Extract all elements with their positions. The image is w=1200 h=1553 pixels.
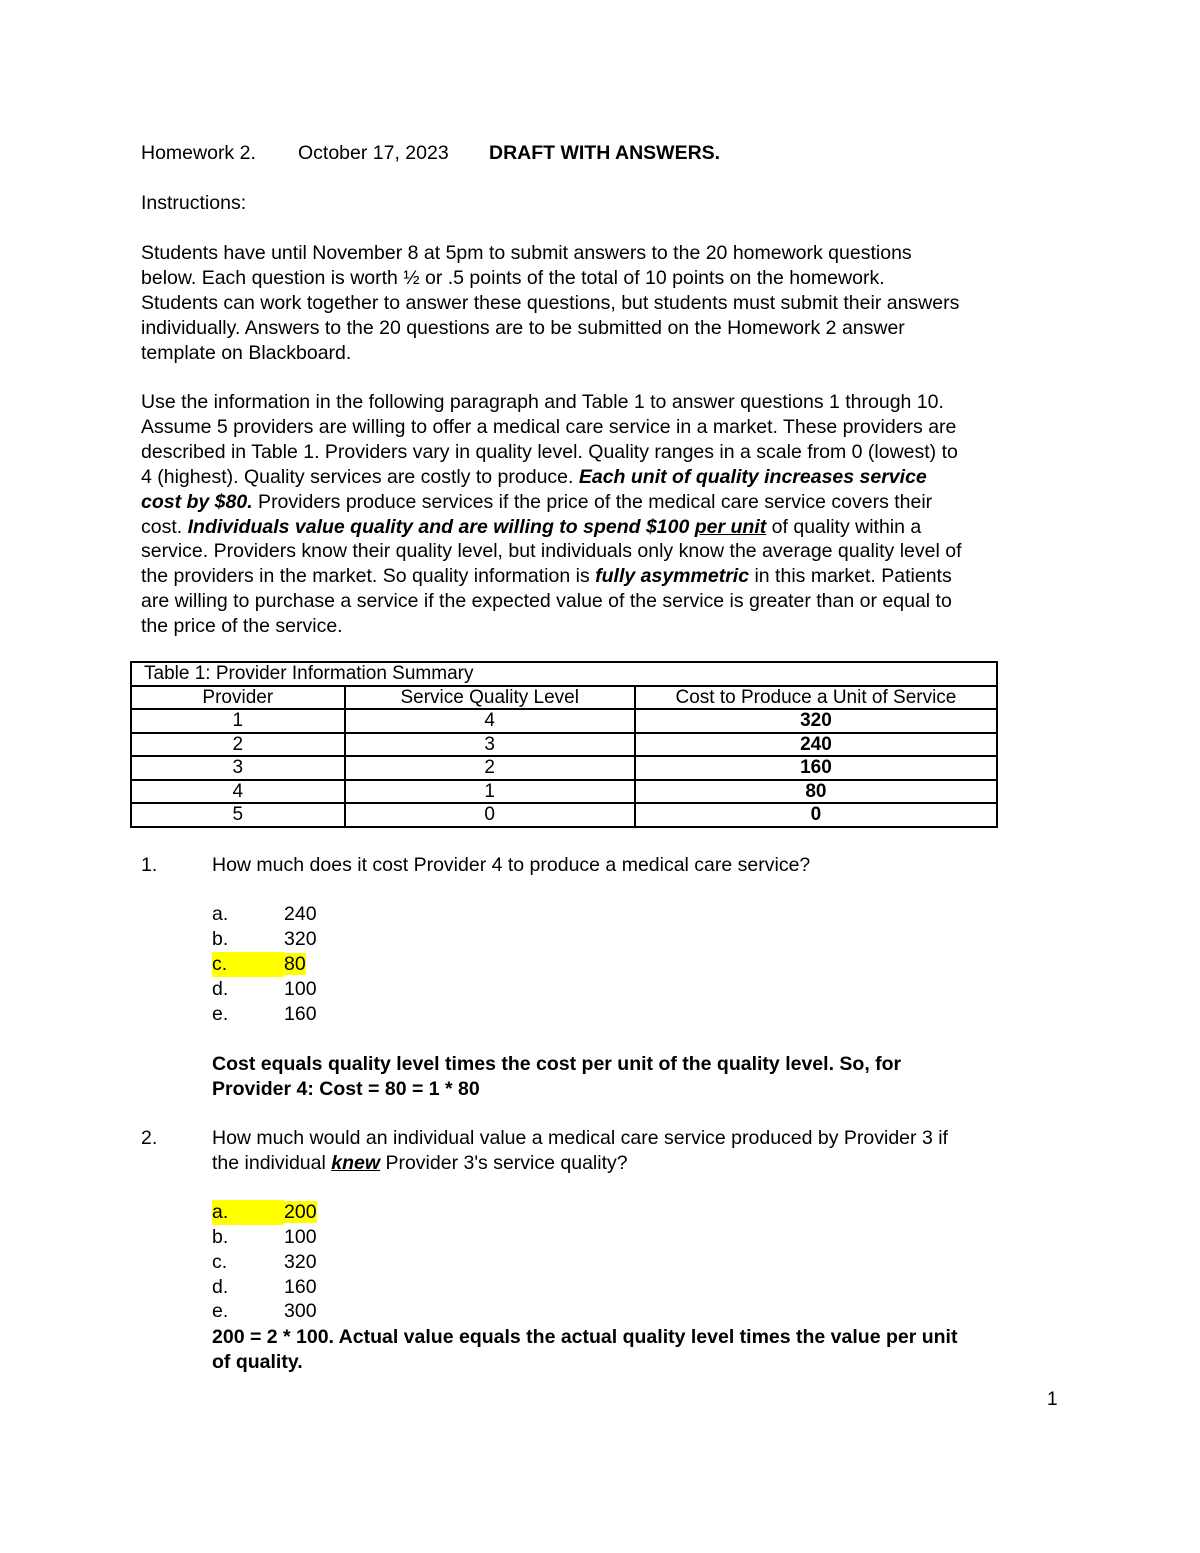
option-letter: a. xyxy=(212,903,229,925)
scenario-line: Use the information in the following paragraph and Table 1 to answer questions 1 through 10. xyxy=(141,391,944,413)
question-emphasis: knew xyxy=(331,1152,381,1174)
answer-option xyxy=(212,977,332,1002)
option-value: 160 xyxy=(284,1003,317,1025)
option-value: 200 xyxy=(284,1201,317,1223)
scenario-line xyxy=(141,490,932,515)
table-cell: 0 xyxy=(345,803,635,827)
option-letter: a. xyxy=(212,1200,284,1225)
option-letter: e. xyxy=(212,1003,229,1025)
answer-option xyxy=(212,902,332,927)
column-header: Cost to Produce a Unit of Service xyxy=(635,686,997,710)
answer-explanation: of quality. xyxy=(212,1351,303,1373)
table-header-row xyxy=(131,686,997,710)
column-header: Provider xyxy=(131,686,345,710)
table-cell: 1 xyxy=(345,780,635,804)
option-value: 100 xyxy=(284,978,317,1000)
question-text: How much would an individual value a medical care service produced by Provider 3 if xyxy=(212,1127,948,1149)
scenario-emphasis: fully asymmetric xyxy=(595,565,750,587)
answer-option-correct xyxy=(212,1200,332,1225)
table-cell: 240 xyxy=(635,733,997,757)
scenario-text: cost. xyxy=(141,516,188,538)
table-row xyxy=(131,803,997,827)
table-cell: 2 xyxy=(131,733,345,757)
provider-table xyxy=(130,661,998,828)
scenario-text: Providers produce services if the price of the medical care service covers their xyxy=(252,491,933,513)
table-cell: 160 xyxy=(635,756,997,780)
scenario-line: service. Providers know their quality level, but individuals only know the average quality level of xyxy=(141,540,962,562)
header-draft-label: DRAFT WITH ANSWERS. xyxy=(489,142,721,164)
option-letter: d. xyxy=(212,1276,229,1298)
option-letter: b. xyxy=(212,928,229,950)
answer-option-correct xyxy=(212,952,332,977)
scenario-text: 4 (highest). Quality services are costly to produce. xyxy=(141,466,579,488)
option-letter: b. xyxy=(212,1226,229,1248)
table-cell: 5 xyxy=(131,803,345,827)
table-cell: 3 xyxy=(131,756,345,780)
question-number: 1. xyxy=(141,854,158,876)
table-row xyxy=(131,733,997,757)
scenario-emphasis-underlined: per unit xyxy=(694,516,767,538)
question-text xyxy=(212,1151,1062,1176)
document-header xyxy=(141,141,720,166)
table-cell: 1 xyxy=(131,709,345,733)
option-letter: c. xyxy=(212,1251,228,1273)
header-title: Homework 2. xyxy=(141,142,256,164)
scenario-text: the providers in the market. So quality information is xyxy=(141,565,596,587)
scenario-text: of quality within a xyxy=(766,516,922,538)
scenario-line: described in Table 1. Providers vary in quality level. Quality ranges in a scale from 0 (lowest) to xyxy=(141,441,958,463)
table-cell: 0 xyxy=(635,803,997,827)
option-value: 100 xyxy=(284,1226,317,1248)
option-value: 320 xyxy=(284,1251,317,1273)
question-text: How much does it cost Provider 4 to produce a medical care service? xyxy=(212,854,811,876)
answer-explanation: 200 = 2 * 100. Actual value equals the actual quality level times the value per unit xyxy=(212,1326,958,1348)
instructions-line: Students can work together to answer these questions, but students must submit their answers xyxy=(141,292,960,314)
answer-option xyxy=(212,1225,332,1250)
table-cell: 4 xyxy=(345,709,635,733)
scenario-line xyxy=(141,515,921,540)
option-value: 240 xyxy=(284,903,317,925)
option-letter: c. xyxy=(212,952,284,977)
answer-option xyxy=(212,1275,332,1300)
instructions-line: template on Blackboard. xyxy=(141,342,352,364)
scenario-emphasis: cost by $80. xyxy=(141,491,253,513)
answer-explanation: Provider 4: Cost = 80 = 1 * 80 xyxy=(212,1078,480,1100)
question-text-part: the individual xyxy=(212,1152,332,1174)
question-text-part: Provider 3's service quality? xyxy=(380,1152,628,1174)
answer-explanation: Cost equals quality level times the cost per unit of the quality level. So, for xyxy=(212,1053,902,1075)
table-cell: 3 xyxy=(345,733,635,757)
answer-option xyxy=(212,1002,332,1027)
header-date: October 17, 2023 xyxy=(298,142,449,164)
answer-option xyxy=(212,1299,332,1324)
table-row xyxy=(131,709,997,733)
table-row xyxy=(131,780,997,804)
option-value: 80 xyxy=(284,953,306,975)
question-number: 2. xyxy=(141,1127,158,1149)
table-cell: 80 xyxy=(635,780,997,804)
page-number: 1 xyxy=(1047,1389,1058,1410)
scenario-emphasis: Individuals value quality and are willing to spend $100 xyxy=(187,516,695,538)
scenario-line: the price of the service. xyxy=(141,615,343,637)
scenario-line xyxy=(141,564,952,589)
option-value: 320 xyxy=(284,928,317,950)
scenario-text: in this market. Patients xyxy=(749,565,952,587)
answer-option xyxy=(212,1250,332,1275)
option-letter: d. xyxy=(212,978,229,1000)
table-cell: 2 xyxy=(345,756,635,780)
scenario-emphasis: Each unit of quality increases service xyxy=(578,466,927,488)
instructions-label: Instructions: xyxy=(141,192,247,214)
scenario-line xyxy=(141,465,927,490)
option-letter: e. xyxy=(212,1300,229,1322)
option-value: 300 xyxy=(284,1300,317,1322)
instructions-line: individually. Answers to the 20 questions are to be submitted on the Homework 2 answer xyxy=(141,317,905,339)
table-cell: 320 xyxy=(635,709,997,733)
table-row xyxy=(131,756,997,780)
table-cell: 4 xyxy=(131,780,345,804)
instructions-line: below. Each question is worth ½ or .5 points of the total of 10 points on the homework. xyxy=(141,267,885,289)
instructions-line: Students have until November 8 at 5pm to submit answers to the 20 homework questions xyxy=(141,242,912,264)
scenario-line: Assume 5 providers are willing to offer a medical care service in a market. These providers are xyxy=(141,416,957,438)
column-header: Service Quality Level xyxy=(345,686,635,710)
table-caption: Table 1: Provider Information Summary xyxy=(131,662,997,686)
scenario-line: are willing to purchase a service if the expected value of the service is greater than or equal to xyxy=(141,590,952,612)
answer-option xyxy=(212,927,332,952)
option-value: 160 xyxy=(284,1276,317,1298)
